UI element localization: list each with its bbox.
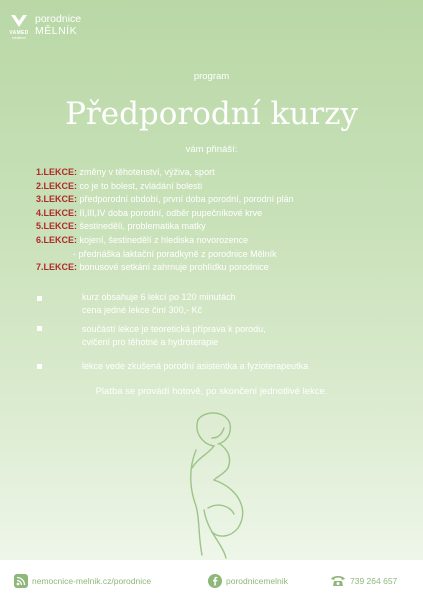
hospital-logo [6, 14, 81, 40]
lesson-text: - přednáška laktační poradkyně z porodnice Mělník [73, 248, 277, 259]
footer-website[interactable] [14, 574, 151, 588]
lesson-item [36, 166, 416, 180]
lesson-label: 4.LEKCE: [36, 207, 78, 218]
footer [0, 560, 423, 600]
logo-line2: MĚLNÍK [35, 24, 78, 37]
lesson-text: kojení, šestinedělí z hlediska novorozence [77, 234, 249, 245]
lesson-text: bonusové setkání zahrnuje prohlídku porodnice [77, 262, 269, 273]
lesson-label: 5.LEKCE: [36, 221, 78, 232]
lesson-label: 6.LEKCE: [36, 234, 78, 245]
lesson-label: 3.LEKCE: [36, 194, 78, 205]
vamed-v-icon [10, 14, 28, 28]
pregnant-woman-illustration [168, 410, 268, 560]
lesson-item [36, 193, 416, 207]
bullet-text: cena jedné lekce činí 300,- Kč [82, 305, 203, 315]
lesson-text: změny v těhotenství, výživa, sport [77, 167, 215, 177]
rss-icon [14, 574, 28, 588]
bullet-text: lekce vede zkušená porodní asistentka a fyzioterapeutka [82, 361, 309, 371]
bullet-square-icon [37, 296, 42, 301]
intro-text: vám přináší: [185, 144, 238, 155]
lesson-label: 2.LEKCE: [36, 180, 78, 191]
lesson-item [36, 207, 416, 221]
bullet-text: kurz obsahuje 6 lekcí po 120 minutách [82, 292, 236, 302]
footer-phone[interactable] [330, 574, 397, 588]
lesson-label: 7.LEKCE: [36, 262, 78, 273]
logo-text [35, 14, 81, 36]
footer-facebook[interactable] [208, 574, 288, 588]
lesson-item [36, 220, 416, 234]
program-label: program [193, 71, 230, 82]
page-title: Předporodní kurzy [65, 96, 358, 132]
lessons-list [36, 166, 416, 275]
bullet-text: cvičení pro těhotné a hydroterapie [82, 337, 219, 347]
logo-line1: porodnice [35, 13, 82, 25]
bullet-text: součástí lekce je teoretická příprava k porodu, [82, 324, 266, 334]
lesson-item [36, 234, 416, 248]
lesson-text: šestinedělí, problematika matky [77, 221, 206, 232]
lesson-item-continuation [36, 248, 416, 262]
phone-icon [330, 574, 346, 588]
logo-sub: mediterm [11, 36, 27, 40]
lesson-item [36, 261, 416, 275]
lesson-text: co je to bolest, zvládání bolesti [77, 180, 203, 191]
lesson-item [36, 180, 416, 194]
bullet-square-icon [37, 364, 42, 369]
lesson-text: II,III,IV doba porodní, odběr pupečníkové krve [77, 207, 263, 218]
facebook-link[interactable]: porodnicemelnik [226, 576, 288, 586]
logo-brand: VAMED [9, 30, 29, 36]
phone-number[interactable]: 739 264 657 [350, 576, 398, 586]
logo-mark [6, 14, 32, 40]
lesson-label: 1.LEKCE: [36, 167, 78, 177]
facebook-icon [208, 574, 222, 588]
lesson-text: předporodní období, první doba porodní, porodní plán [77, 194, 294, 205]
payment-note: Platba se provádí hotově, po skončení jednotlivé lekce. [95, 386, 328, 397]
website-link[interactable]: nemocnice-melnik.cz/porodnice [32, 576, 152, 586]
bullet-square-icon [37, 326, 42, 331]
